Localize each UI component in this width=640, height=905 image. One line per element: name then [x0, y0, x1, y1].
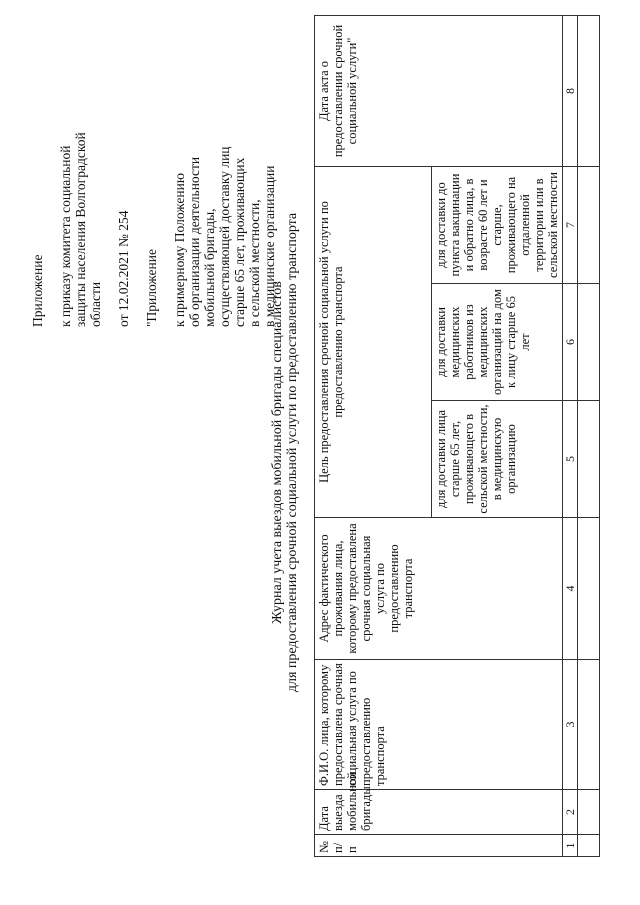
table-cell [578, 660, 600, 790]
header-line: защиты населения Волгоградской [73, 132, 88, 327]
subheader-patient-delivery: для доставки лица старше 65 лет, проживающего в сельской местности, в медицинскую организацию [432, 401, 563, 518]
reference-line: к примерному Положению [172, 173, 187, 327]
column-header-address: Адрес фактического проживания лица, которому предоставлена срочная социальная услуга по предоставлению транспорта [315, 518, 563, 660]
title-line: Журнал учета выездов мобильной бригады специалистов [270, 281, 285, 624]
title-line: для предоставления срочной социальной услуги по предоставлению транспорта [285, 212, 300, 693]
header-line: Приложение [30, 254, 45, 327]
column-number: 3 [563, 660, 578, 790]
table-cell [578, 835, 600, 857]
journal-title [270, 0, 300, 905]
header-line: области [88, 281, 103, 327]
column-number: 1 [563, 835, 578, 857]
column-number: 7 [563, 166, 578, 283]
table-cell [578, 518, 600, 660]
table-cell [578, 284, 600, 401]
column-header-purpose: Цель предоставления срочной социальной услуги по предоставлению транспорта [315, 166, 432, 517]
table-cell [578, 15, 600, 166]
column-number: 6 [563, 284, 578, 401]
header-line: к приказу комитета социальной [58, 145, 73, 327]
reference-line: осуществляющей доставку лиц [217, 146, 232, 327]
reference-line: в сельской местности, [247, 199, 262, 327]
journal-table [314, 15, 600, 857]
column-header-date: Дата выезда мобильной бригады [315, 790, 563, 835]
table-cell [578, 166, 600, 283]
column-number: 8 [563, 15, 578, 166]
table-cell [578, 401, 600, 518]
column-header-act-date: Дата акта о предоставлении срочной социальной услуги" [315, 15, 563, 166]
reference-line: об организации деятельности [187, 156, 202, 327]
subheader-medics-delivery: для доставки медицинских работников из медицинских организаций на дом к лицу старше 65 лет [432, 284, 563, 401]
column-number-row [563, 15, 578, 856]
document-header [30, 27, 277, 327]
column-number: 2 [563, 790, 578, 835]
column-number: 5 [563, 401, 578, 518]
annex-label: "Приложение [144, 249, 159, 327]
column-header-fio: Ф.И.О. лица, которому предоставлена срочная социальная услуга по предоставлению транспорта [315, 660, 563, 790]
reference-line: старше 65 лет, проживающих [232, 157, 247, 327]
reference-line: в медицинские организации [262, 165, 277, 327]
subheader-vaccination-delivery: для доставки до пункта вакцинации и обратно лица, в возрасте 60 лет и старше, проживающего на отдаленной территории или в сельской местности [432, 166, 563, 283]
table-cell [578, 790, 600, 835]
table-row [578, 15, 600, 856]
order-date: от 12.02.2021 № 254 [116, 210, 131, 327]
column-header-no: № п/п [315, 835, 563, 857]
column-number: 4 [563, 518, 578, 660]
reference-line: мобильной бригады, [202, 208, 217, 327]
